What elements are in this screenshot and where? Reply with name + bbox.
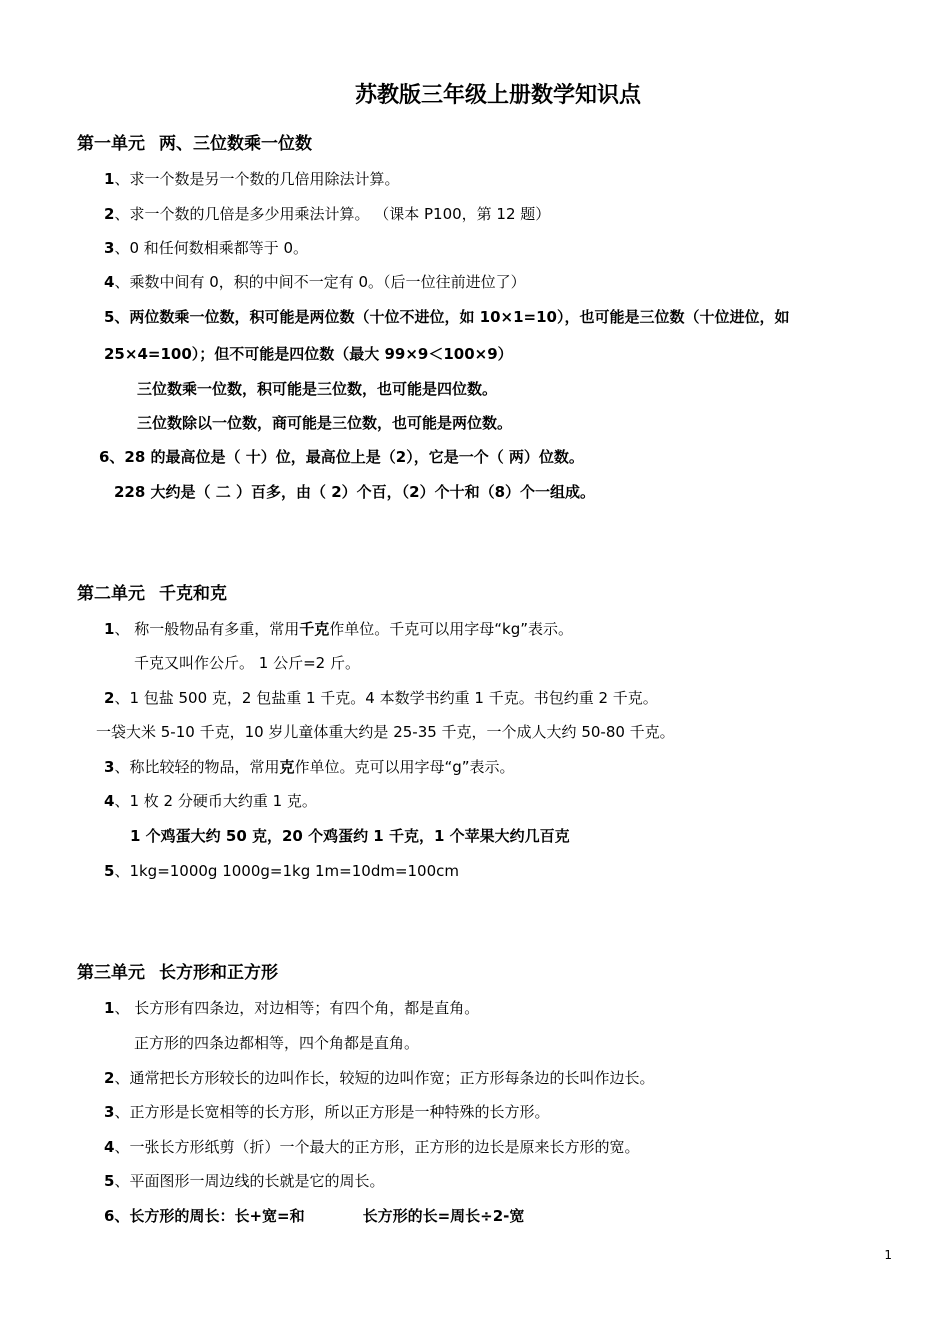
unit1-item-6-cont: 228 大约是（ 二 ）百多，由（ 2）个百，（2）个十和（8）个一组成。 — [114, 483, 596, 501]
unit1-number: 第一单元 — [77, 134, 145, 154]
unit3-heading — [77, 962, 278, 984]
unit3-item-4: 4、一张长方形纸剪（折）一个最大的正方形，正方形的边长是原来长方形的宽。 — [104, 1138, 640, 1156]
unit2-item-5: 5、1kg=1000g 1000g=1kg 1m=10dm=100cm — [104, 862, 460, 880]
unit3-item-1-cont: 正方形的四条边都相等，四个角都是直角。 — [134, 1034, 420, 1052]
unit1-title: 两、三位数乘一位数 — [159, 134, 312, 154]
unit2-item-2: 2、1 包盐 500 克，2 包盐重 1 千克。4 本数学书约重 1 千克。书包约重 2 千克。 — [104, 689, 658, 707]
unit2-number: 第二单元 — [77, 584, 145, 604]
unit1-item-2: 2、求一个数的几倍是多少用乘法计算。 （课本 P100，第 12 题） — [104, 205, 551, 223]
unit3-number: 第三单元 — [77, 963, 145, 983]
page-number: 1 — [884, 1248, 892, 1262]
unit2-item-3: 3、称比较轻的物品，常用克作单位。克可以用字母“g”表示。 — [104, 758, 515, 776]
page-title: 苏教版三年级上册数学知识点 — [354, 83, 641, 108]
unit1-item-6: 6、28 的最高位是（ 十）位，最高位上是（2），它是一个（ 两）位数。 — [99, 448, 584, 466]
unit1-item-5-cont: 25×4=100）；但不可能是四位数（最大 99×9＜100×9） — [104, 345, 513, 363]
unit2-item-1-cont: 千克又叫作公斤。 1 公斤=2 斤。 — [134, 654, 360, 672]
unit1-note-three-digit-div: 三位数除以一位数，商可能是三位数，也可能是两位数。 — [137, 414, 513, 432]
unit2-item-1: 1、 称一般物品有多重，常用千克作单位。千克可以用字母“kg”表示。 — [104, 620, 573, 638]
unit3-item-5: 5、平面图形一周边线的长就是它的周长。 — [104, 1172, 385, 1190]
unit1-item-4: 4、乘数中间有 0，积的中间不一定有 0。（后一位往前进位了） — [104, 273, 526, 291]
unit1-item-1: 1、求一个数是另一个数的几倍用除法计算。 — [104, 170, 400, 188]
unit3-item-6: 6、长方形的周长：长+宽=和 长方形的长=周长÷2-宽 — [104, 1207, 525, 1225]
unit1-item-3: 3、0 和任何数相乘都等于 0。 — [104, 239, 309, 257]
unit3-item-1: 1、 长方形有四条边，对边相等；有四个角，都是直角。 — [104, 999, 480, 1017]
unit1-heading — [77, 133, 312, 155]
unit3-title: 长方形和正方形 — [159, 963, 278, 983]
unit1-note-three-digit-mult: 三位数乘一位数，积可能是三位数，也可能是四位数。 — [137, 380, 498, 398]
unit2-item-4: 4、1 枚 2 分硬币大约重 1 克。 — [104, 792, 317, 810]
unit2-title: 千克和克 — [159, 584, 227, 604]
unit2-heading — [77, 583, 227, 605]
unit3-item-2: 2、通常把长方形较长的边叫作长，较短的边叫作宽；正方形每条边的长叫作边长。 — [104, 1069, 655, 1087]
unit1-item-5: 5、两位数乘一位数，积可能是两位数（十位不进位，如 10×1=10），也可能是三位数（十位进位，如 — [104, 308, 790, 326]
unit3-item-3: 3、正方形是长宽相等的长方形，所以正方形是一种特殊的长方形。 — [104, 1103, 550, 1121]
unit2-item-4-cont: 1 个鸡蛋大约 50 克，20 个鸡蛋约 1 千克，1 个苹果大约几百克 — [130, 827, 570, 845]
unit2-item-2-cont: 一袋大米 5-10 千克，10 岁儿童体重大约是 25-35 千克，一个成人大约 50-80 千克。 — [96, 723, 675, 741]
